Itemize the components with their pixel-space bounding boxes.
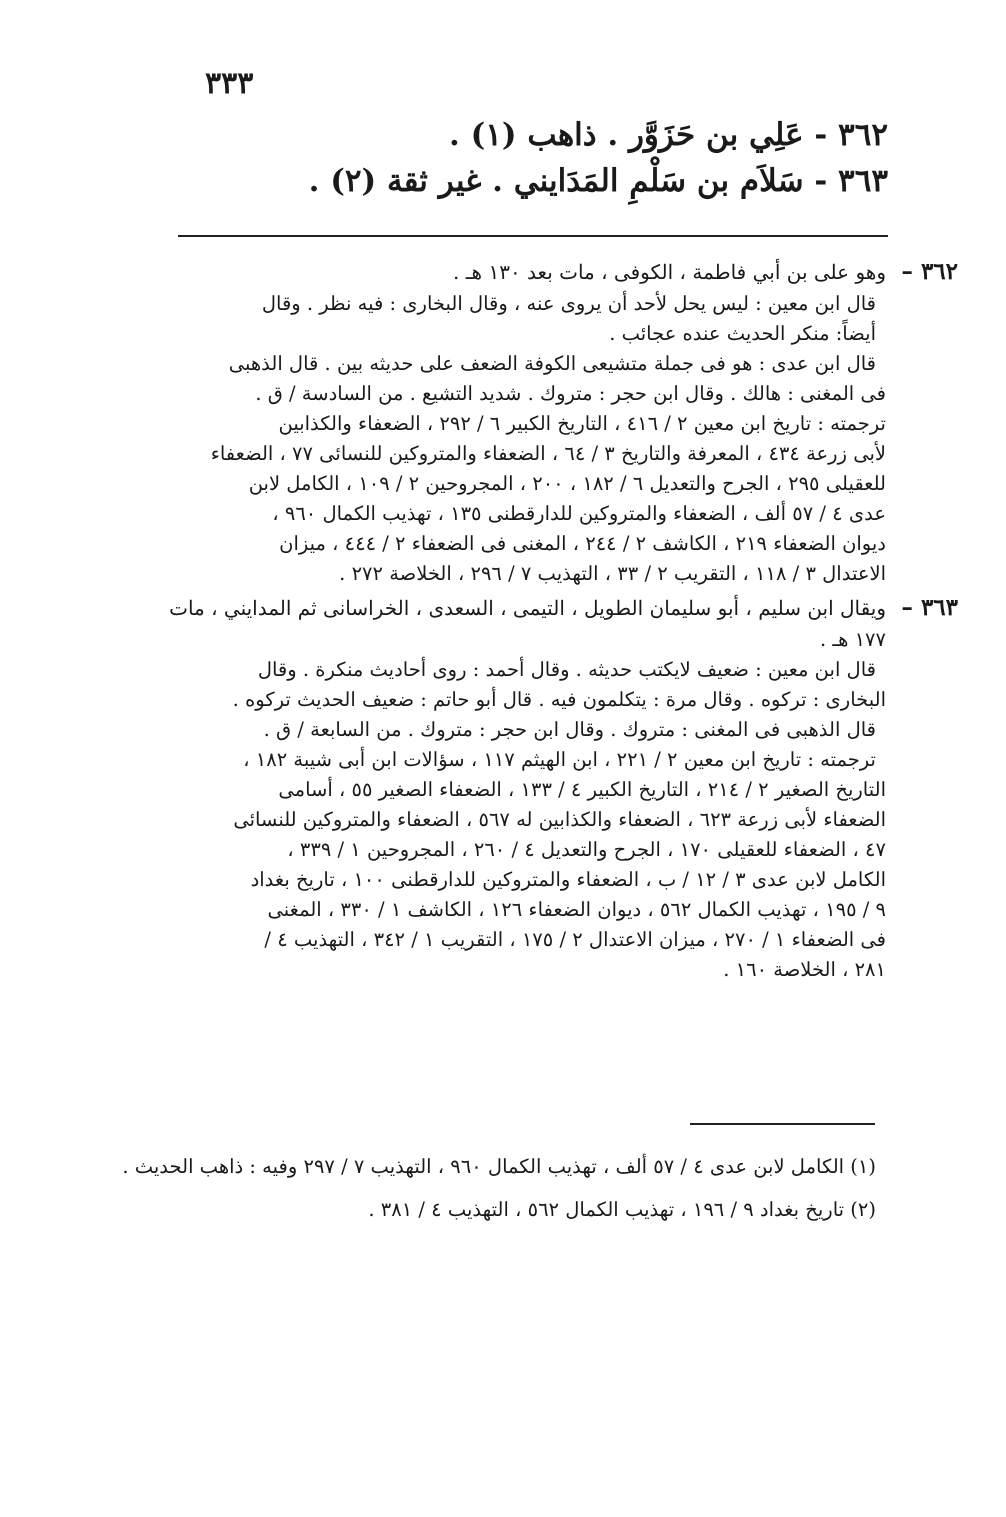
main-entries: [188, 112, 888, 204]
note-line: الاعتدال ٣ / ١١٨ ، التقريب ٢ / ٣٣ ، التهذيب ٧ / ٢٩٦ ، الخلاصة ٢٧٢ .: [339, 562, 886, 585]
note-line: البخارى : تركوه . وقال مرة : يتكلمون فيه . قال أبو حاتم : ضعيف الحديث تركوه .: [232, 688, 886, 711]
footnotes: [122, 1150, 876, 1236]
note-heading: وهو على بن أبي فاطمة ، الكوفى ، مات بعد ١٣٠ هـ .: [452, 260, 886, 284]
note-line: ٤٧ ، الضعفاء للعقيلى ١٧٠ ، الجرح والتعديل ٤ / ٢٦٠ ، المجروحين ١ / ٣٣٩ ،: [287, 838, 886, 861]
note-line: ديوان الضعفاء ٢١٩ ، الكاشف ٢ / ٢٤٤ ، المغنى فى الضعفاء ٢ / ٤٤٤ ، ميزان: [279, 532, 886, 555]
note-number: ٣٦٢ –: [901, 258, 958, 285]
note-363: [169, 591, 958, 985]
note-line: عدى ٤ / ٥٧ ألف ، الضعفاء والمتروكين للدارقطنى ١٣٥ ، تهذيب الكمال ٩٦٠ ،: [272, 502, 886, 525]
note-heading: ويقال ابن سليم ، أبو سليمان الطويل ، التيمى ، السعدى ، الخراسانى ثم المدايني ، مات: [169, 596, 886, 620]
page-number: ٣٣٣: [205, 66, 254, 101]
footnote-rule: [690, 1123, 875, 1125]
note-362: [181, 255, 958, 589]
note-line: قال ابن عدى : هو فى جملة متشيعى الكوفة الضعف على حديثه بين . قال الذهبى: [228, 352, 876, 375]
footnote-1: (١) الكامل لابن عدى ٤ / ٥٧ ألف ، تهذيب الكمال ٩٦٠ ، التهذيب ٧ / ٢٩٧ وفيه : ذاهب الحديث .: [122, 1155, 876, 1178]
separator-rule: [178, 235, 888, 237]
note-line: لأبى زرعة ٤٣٤ ، المعرفة والتاريخ ٣ / ٦٤ ، الضعفاء والمتروكين للنسائى ٧٧ ، الضعفاء: [210, 442, 886, 465]
note-line: قال ابن معين : ليس يحل لأحد أن يروى عنه ، وقال البخارى : فيه نظر . وقال: [261, 292, 876, 315]
note-line: ٢٨١ ، الخلاصة ١٦٠ .: [723, 958, 886, 981]
note-line: ترجمته : تاريخ ابن معين ٢ / ٤١٦ ، التاريخ الكبير ٦ / ٢٩٢ ، الضعفاء والكذابين: [278, 412, 886, 435]
footnote-2: (٢) تاريخ بغداد ٩ / ١٩٦ ، تهذيب الكمال ٥٦٢ ، التهذيب ٤ / ٣٨١ .: [368, 1198, 876, 1221]
note-line: قال الذهبى فى المغنى : متروك . وقال ابن حجر : متروك . من السابعة / ق .: [263, 718, 876, 741]
note-line: للعقيلى ٢٩٥ ، الجرح والتعديل ٦ / ١٨٢ ، ٢٠٠ ، المجروحين ٢ / ١٠٩ ، الكامل لابن: [248, 472, 886, 495]
main-entry-362: ٣٦٢ - عَلِي بن حَزَوَّر . ذاهب (١) .: [449, 117, 888, 153]
commentary-notes: [169, 255, 958, 987]
note-line: فى المغنى : هالك . وقال ابن حجر : متروك . شديد التشيع . من السادسة / ق .: [255, 382, 886, 405]
note-number: ٣٦٣ –: [901, 594, 958, 621]
note-line: الضعفاء لأبى زرعة ٦٢٣ ، الضعفاء والكذابين له ٥٦٧ ، الضعفاء والمتروكين للنسائى: [233, 808, 886, 831]
note-line: الكامل لابن عدى ٣ / ١٢ / ب ، الضعفاء والمتروكين للدارقطنى ١٠٠ ، تاريخ بغداد: [250, 868, 886, 891]
note-line: أيضاً: منكر الحديث عنده عجائب .: [609, 322, 876, 345]
note-line: التاريخ الصغير ٢ / ٢١٤ ، التاريخ الكبير ٤ / ١٣٣ ، الضعفاء الصغير ٥٥ ، أسامى: [278, 778, 886, 801]
note-line: فى الضعفاء ١ / ٢٧٠ ، ميزان الاعتدال ٢ / ١٧٥ ، التقريب ١ / ٣٤٢ ، التهذيب ٤ /: [264, 928, 886, 951]
note-line: ترجمته : تاريخ ابن معين ٢ / ٢٢١ ، ابن الهيثم ١١٧ ، سؤالات ابن أبى شيبة ١٨٢ ،: [243, 748, 876, 771]
main-entry-363: ٣٦٣ - سَلاَم بن سَلْمِ المَدَايني . غير ثقة (٢) .: [308, 163, 888, 199]
note-line: ٩ / ١٩٥ ، تهذيب الكمال ٥٦٢ ، ديوان الضعفاء ١٢٦ ، الكاشف ١ / ٣٣٠ ، المغنى: [267, 898, 886, 921]
note-line: قال ابن معين : ضعيف لايكتب حديثه . وقال أحمد : روى أحاديث منكرة . وقال: [257, 658, 876, 681]
note-line: ١٧٧ هـ .: [819, 628, 886, 651]
